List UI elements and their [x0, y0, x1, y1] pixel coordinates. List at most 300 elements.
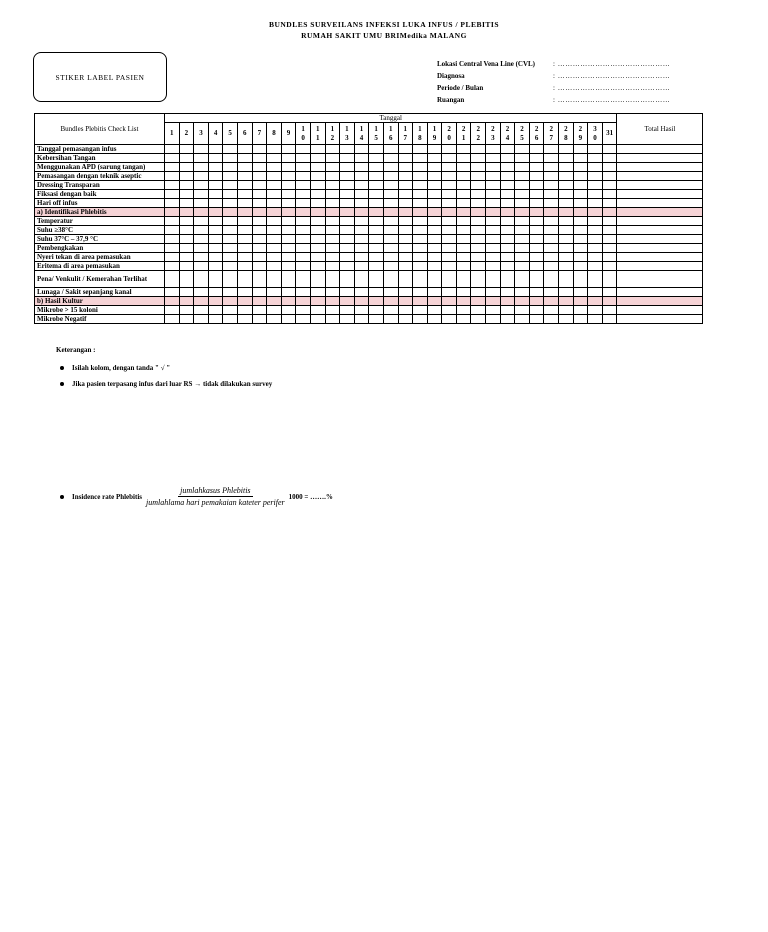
- check-cell[interactable]: [354, 226, 369, 235]
- check-cell[interactable]: [296, 306, 311, 315]
- check-cell[interactable]: [413, 163, 428, 172]
- check-cell[interactable]: [602, 163, 617, 172]
- check-cell[interactable]: [471, 306, 486, 315]
- check-cell[interactable]: [354, 262, 369, 271]
- check-cell[interactable]: [398, 226, 413, 235]
- check-cell[interactable]: [179, 288, 194, 297]
- check-cell[interactable]: [165, 235, 180, 244]
- check-cell[interactable]: [383, 172, 398, 181]
- check-cell[interactable]: [486, 208, 501, 217]
- check-cell[interactable]: [398, 190, 413, 199]
- check-cell[interactable]: [427, 199, 442, 208]
- check-cell[interactable]: [486, 154, 501, 163]
- check-cell[interactable]: [398, 154, 413, 163]
- check-cell[interactable]: [515, 172, 530, 181]
- check-cell[interactable]: [471, 172, 486, 181]
- check-cell[interactable]: [267, 190, 282, 199]
- check-cell[interactable]: [223, 306, 238, 315]
- check-cell[interactable]: [515, 217, 530, 226]
- check-cell[interactable]: [398, 163, 413, 172]
- check-cell[interactable]: [427, 172, 442, 181]
- check-cell[interactable]: [325, 306, 340, 315]
- check-cell[interactable]: [529, 235, 544, 244]
- check-cell[interactable]: [529, 297, 544, 306]
- check-cell[interactable]: [515, 208, 530, 217]
- check-cell[interactable]: [296, 208, 311, 217]
- info-value[interactable]: : ………………………………………: [553, 84, 671, 92]
- check-cell[interactable]: [223, 244, 238, 253]
- check-cell[interactable]: [486, 172, 501, 181]
- check-cell[interactable]: [208, 226, 223, 235]
- check-cell[interactable]: [310, 199, 325, 208]
- check-cell[interactable]: [165, 199, 180, 208]
- check-cell[interactable]: [179, 297, 194, 306]
- check-cell[interactable]: [544, 181, 559, 190]
- check-cell[interactable]: [310, 208, 325, 217]
- check-cell[interactable]: [296, 172, 311, 181]
- check-cell[interactable]: [515, 235, 530, 244]
- check-cell[interactable]: [194, 208, 209, 217]
- check-cell[interactable]: [456, 181, 471, 190]
- check-cell[interactable]: [413, 190, 428, 199]
- check-cell[interactable]: [529, 208, 544, 217]
- check-cell[interactable]: [413, 306, 428, 315]
- check-cell[interactable]: [383, 181, 398, 190]
- check-cell[interactable]: [515, 271, 530, 288]
- check-cell[interactable]: [267, 297, 282, 306]
- check-cell[interactable]: [281, 172, 296, 181]
- check-cell[interactable]: [559, 235, 574, 244]
- check-cell[interactable]: [179, 235, 194, 244]
- check-cell[interactable]: [165, 297, 180, 306]
- check-cell[interactable]: [310, 181, 325, 190]
- check-cell[interactable]: [340, 217, 355, 226]
- check-cell[interactable]: [223, 208, 238, 217]
- check-cell[interactable]: [559, 271, 574, 288]
- check-cell[interactable]: [325, 297, 340, 306]
- check-cell[interactable]: [486, 271, 501, 288]
- check-cell[interactable]: [500, 172, 515, 181]
- check-cell[interactable]: [515, 262, 530, 271]
- check-cell[interactable]: [267, 262, 282, 271]
- check-cell[interactable]: [383, 208, 398, 217]
- check-cell[interactable]: [573, 297, 588, 306]
- check-cell[interactable]: [281, 306, 296, 315]
- check-cell[interactable]: [194, 262, 209, 271]
- total-cell[interactable]: [617, 208, 703, 217]
- check-cell[interactable]: [165, 306, 180, 315]
- check-cell[interactable]: [529, 315, 544, 324]
- total-cell[interactable]: [617, 315, 703, 324]
- check-cell[interactable]: [442, 199, 457, 208]
- check-cell[interactable]: [413, 244, 428, 253]
- check-cell[interactable]: [179, 226, 194, 235]
- check-cell[interactable]: [340, 163, 355, 172]
- check-cell[interactable]: [383, 235, 398, 244]
- check-cell[interactable]: [413, 262, 428, 271]
- check-cell[interactable]: [544, 163, 559, 172]
- check-cell[interactable]: [165, 244, 180, 253]
- total-cell[interactable]: [617, 190, 703, 199]
- check-cell[interactable]: [500, 163, 515, 172]
- check-cell[interactable]: [486, 288, 501, 297]
- check-cell[interactable]: [529, 262, 544, 271]
- check-cell[interactable]: [398, 217, 413, 226]
- check-cell[interactable]: [559, 163, 574, 172]
- check-cell[interactable]: [559, 262, 574, 271]
- check-cell[interactable]: [208, 163, 223, 172]
- total-cell[interactable]: [617, 145, 703, 154]
- check-cell[interactable]: [602, 199, 617, 208]
- check-cell[interactable]: [208, 154, 223, 163]
- check-cell[interactable]: [194, 190, 209, 199]
- check-cell[interactable]: [208, 181, 223, 190]
- check-cell[interactable]: [252, 253, 267, 262]
- check-cell[interactable]: [588, 244, 603, 253]
- check-cell[interactable]: [325, 271, 340, 288]
- check-cell[interactable]: [208, 199, 223, 208]
- check-cell[interactable]: [369, 271, 384, 288]
- check-cell[interactable]: [398, 315, 413, 324]
- check-cell[interactable]: [588, 253, 603, 262]
- check-cell[interactable]: [237, 199, 252, 208]
- check-cell[interactable]: [588, 235, 603, 244]
- check-cell[interactable]: [398, 181, 413, 190]
- check-cell[interactable]: [354, 181, 369, 190]
- check-cell[interactable]: [194, 163, 209, 172]
- check-cell[interactable]: [354, 199, 369, 208]
- check-cell[interactable]: [456, 288, 471, 297]
- check-cell[interactable]: [573, 315, 588, 324]
- check-cell[interactable]: [223, 181, 238, 190]
- check-cell[interactable]: [456, 163, 471, 172]
- check-cell[interactable]: [427, 306, 442, 315]
- total-cell[interactable]: [617, 288, 703, 297]
- check-cell[interactable]: [237, 226, 252, 235]
- check-cell[interactable]: [267, 226, 282, 235]
- check-cell[interactable]: [573, 154, 588, 163]
- check-cell[interactable]: [602, 154, 617, 163]
- check-cell[interactable]: [281, 199, 296, 208]
- check-cell[interactable]: [354, 271, 369, 288]
- check-cell[interactable]: [208, 297, 223, 306]
- check-cell[interactable]: [588, 288, 603, 297]
- check-cell[interactable]: [398, 199, 413, 208]
- check-cell[interactable]: [354, 217, 369, 226]
- check-cell[interactable]: [544, 262, 559, 271]
- check-cell[interactable]: [296, 199, 311, 208]
- check-cell[interactable]: [252, 154, 267, 163]
- check-cell[interactable]: [208, 235, 223, 244]
- check-cell[interactable]: [456, 172, 471, 181]
- check-cell[interactable]: [194, 172, 209, 181]
- check-cell[interactable]: [573, 190, 588, 199]
- check-cell[interactable]: [529, 154, 544, 163]
- check-cell[interactable]: [383, 244, 398, 253]
- check-cell[interactable]: [602, 226, 617, 235]
- info-value[interactable]: : ………………………………………: [553, 60, 671, 68]
- check-cell[interactable]: [281, 253, 296, 262]
- check-cell[interactable]: [427, 154, 442, 163]
- check-cell[interactable]: [529, 306, 544, 315]
- check-cell[interactable]: [179, 217, 194, 226]
- check-cell[interactable]: [281, 163, 296, 172]
- check-cell[interactable]: [573, 244, 588, 253]
- check-cell[interactable]: [208, 288, 223, 297]
- check-cell[interactable]: [325, 262, 340, 271]
- check-cell[interactable]: [194, 306, 209, 315]
- check-cell[interactable]: [573, 253, 588, 262]
- check-cell[interactable]: [486, 235, 501, 244]
- check-cell[interactable]: [252, 145, 267, 154]
- check-cell[interactable]: [325, 199, 340, 208]
- check-cell[interactable]: [413, 145, 428, 154]
- check-cell[interactable]: [427, 181, 442, 190]
- check-cell[interactable]: [252, 217, 267, 226]
- check-cell[interactable]: [442, 297, 457, 306]
- check-cell[interactable]: [544, 288, 559, 297]
- check-cell[interactable]: [500, 315, 515, 324]
- total-cell[interactable]: [617, 226, 703, 235]
- check-cell[interactable]: [413, 226, 428, 235]
- check-cell[interactable]: [325, 172, 340, 181]
- check-cell[interactable]: [208, 271, 223, 288]
- check-cell[interactable]: [252, 199, 267, 208]
- check-cell[interactable]: [208, 253, 223, 262]
- check-cell[interactable]: [456, 244, 471, 253]
- check-cell[interactable]: [296, 262, 311, 271]
- check-cell[interactable]: [296, 190, 311, 199]
- check-cell[interactable]: [559, 288, 574, 297]
- check-cell[interactable]: [413, 181, 428, 190]
- check-cell[interactable]: [544, 199, 559, 208]
- check-cell[interactable]: [500, 253, 515, 262]
- check-cell[interactable]: [281, 154, 296, 163]
- check-cell[interactable]: [281, 181, 296, 190]
- check-cell[interactable]: [486, 217, 501, 226]
- check-cell[interactable]: [267, 145, 282, 154]
- total-cell[interactable]: [617, 181, 703, 190]
- check-cell[interactable]: [471, 226, 486, 235]
- check-cell[interactable]: [281, 145, 296, 154]
- check-cell[interactable]: [281, 217, 296, 226]
- check-cell[interactable]: [471, 235, 486, 244]
- check-cell[interactable]: [559, 190, 574, 199]
- check-cell[interactable]: [413, 297, 428, 306]
- check-cell[interactable]: [456, 190, 471, 199]
- check-cell[interactable]: [500, 154, 515, 163]
- total-cell[interactable]: [617, 262, 703, 271]
- check-cell[interactable]: [515, 199, 530, 208]
- check-cell[interactable]: [602, 217, 617, 226]
- check-cell[interactable]: [544, 235, 559, 244]
- check-cell[interactable]: [194, 297, 209, 306]
- check-cell[interactable]: [427, 244, 442, 253]
- check-cell[interactable]: [165, 208, 180, 217]
- check-cell[interactable]: [398, 253, 413, 262]
- check-cell[interactable]: [281, 235, 296, 244]
- check-cell[interactable]: [486, 163, 501, 172]
- check-cell[interactable]: [223, 288, 238, 297]
- check-cell[interactable]: [325, 288, 340, 297]
- check-cell[interactable]: [500, 235, 515, 244]
- check-cell[interactable]: [573, 181, 588, 190]
- check-cell[interactable]: [267, 154, 282, 163]
- check-cell[interactable]: [179, 315, 194, 324]
- check-cell[interactable]: [471, 190, 486, 199]
- check-cell[interactable]: [252, 306, 267, 315]
- check-cell[interactable]: [237, 217, 252, 226]
- check-cell[interactable]: [340, 145, 355, 154]
- check-cell[interactable]: [325, 181, 340, 190]
- check-cell[interactable]: [369, 288, 384, 297]
- check-cell[interactable]: [456, 297, 471, 306]
- check-cell[interactable]: [354, 315, 369, 324]
- check-cell[interactable]: [588, 297, 603, 306]
- check-cell[interactable]: [398, 172, 413, 181]
- check-cell[interactable]: [486, 262, 501, 271]
- check-cell[interactable]: [471, 288, 486, 297]
- check-cell[interactable]: [500, 271, 515, 288]
- check-cell[interactable]: [413, 199, 428, 208]
- check-cell[interactable]: [325, 163, 340, 172]
- check-cell[interactable]: [281, 288, 296, 297]
- check-cell[interactable]: [559, 297, 574, 306]
- check-cell[interactable]: [354, 208, 369, 217]
- check-cell[interactable]: [442, 271, 457, 288]
- check-cell[interactable]: [223, 253, 238, 262]
- check-cell[interactable]: [310, 154, 325, 163]
- check-cell[interactable]: [559, 226, 574, 235]
- check-cell[interactable]: [573, 271, 588, 288]
- check-cell[interactable]: [602, 172, 617, 181]
- check-cell[interactable]: [427, 190, 442, 199]
- check-cell[interactable]: [296, 244, 311, 253]
- check-cell[interactable]: [544, 145, 559, 154]
- check-cell[interactable]: [442, 163, 457, 172]
- check-cell[interactable]: [500, 244, 515, 253]
- check-cell[interactable]: [456, 235, 471, 244]
- check-cell[interactable]: [529, 271, 544, 288]
- check-cell[interactable]: [252, 208, 267, 217]
- check-cell[interactable]: [208, 315, 223, 324]
- check-cell[interactable]: [369, 253, 384, 262]
- check-cell[interactable]: [515, 154, 530, 163]
- check-cell[interactable]: [515, 145, 530, 154]
- check-cell[interactable]: [179, 253, 194, 262]
- check-cell[interactable]: [471, 154, 486, 163]
- check-cell[interactable]: [340, 235, 355, 244]
- check-cell[interactable]: [223, 217, 238, 226]
- check-cell[interactable]: [544, 306, 559, 315]
- check-cell[interactable]: [296, 217, 311, 226]
- check-cell[interactable]: [427, 208, 442, 217]
- check-cell[interactable]: [354, 253, 369, 262]
- check-cell[interactable]: [383, 306, 398, 315]
- check-cell[interactable]: [165, 262, 180, 271]
- check-cell[interactable]: [515, 297, 530, 306]
- check-cell[interactable]: [179, 163, 194, 172]
- check-cell[interactable]: [573, 208, 588, 217]
- check-cell[interactable]: [500, 288, 515, 297]
- check-cell[interactable]: [559, 208, 574, 217]
- check-cell[interactable]: [179, 199, 194, 208]
- check-cell[interactable]: [223, 226, 238, 235]
- check-cell[interactable]: [296, 145, 311, 154]
- check-cell[interactable]: [471, 208, 486, 217]
- check-cell[interactable]: [194, 253, 209, 262]
- check-cell[interactable]: [208, 190, 223, 199]
- check-cell[interactable]: [529, 199, 544, 208]
- check-cell[interactable]: [208, 306, 223, 315]
- check-cell[interactable]: [544, 217, 559, 226]
- check-cell[interactable]: [296, 154, 311, 163]
- check-cell[interactable]: [398, 235, 413, 244]
- check-cell[interactable]: [369, 306, 384, 315]
- check-cell[interactable]: [165, 145, 180, 154]
- check-cell[interactable]: [559, 217, 574, 226]
- check-cell[interactable]: [500, 297, 515, 306]
- check-cell[interactable]: [427, 315, 442, 324]
- check-cell[interactable]: [310, 297, 325, 306]
- check-cell[interactable]: [325, 235, 340, 244]
- check-cell[interactable]: [369, 244, 384, 253]
- total-cell[interactable]: [617, 154, 703, 163]
- check-cell[interactable]: [281, 262, 296, 271]
- check-cell[interactable]: [252, 235, 267, 244]
- total-cell[interactable]: [617, 199, 703, 208]
- check-cell[interactable]: [602, 315, 617, 324]
- check-cell[interactable]: [281, 297, 296, 306]
- check-cell[interactable]: [223, 271, 238, 288]
- check-cell[interactable]: [325, 208, 340, 217]
- check-cell[interactable]: [515, 163, 530, 172]
- check-cell[interactable]: [588, 271, 603, 288]
- check-cell[interactable]: [179, 262, 194, 271]
- check-cell[interactable]: [369, 163, 384, 172]
- check-cell[interactable]: [515, 306, 530, 315]
- check-cell[interactable]: [442, 217, 457, 226]
- check-cell[interactable]: [602, 244, 617, 253]
- check-cell[interactable]: [588, 262, 603, 271]
- check-cell[interactable]: [296, 288, 311, 297]
- check-cell[interactable]: [573, 235, 588, 244]
- check-cell[interactable]: [237, 172, 252, 181]
- check-cell[interactable]: [427, 297, 442, 306]
- check-cell[interactable]: [310, 217, 325, 226]
- check-cell[interactable]: [223, 297, 238, 306]
- check-cell[interactable]: [194, 145, 209, 154]
- check-cell[interactable]: [179, 208, 194, 217]
- check-cell[interactable]: [500, 181, 515, 190]
- check-cell[interactable]: [296, 235, 311, 244]
- check-cell[interactable]: [237, 315, 252, 324]
- check-cell[interactable]: [296, 163, 311, 172]
- check-cell[interactable]: [486, 244, 501, 253]
- check-cell[interactable]: [194, 271, 209, 288]
- check-cell[interactable]: [252, 190, 267, 199]
- check-cell[interactable]: [471, 315, 486, 324]
- check-cell[interactable]: [165, 253, 180, 262]
- check-cell[interactable]: [325, 190, 340, 199]
- check-cell[interactable]: [398, 271, 413, 288]
- check-cell[interactable]: [369, 181, 384, 190]
- check-cell[interactable]: [602, 306, 617, 315]
- check-cell[interactable]: [165, 288, 180, 297]
- check-cell[interactable]: [456, 306, 471, 315]
- check-cell[interactable]: [296, 253, 311, 262]
- check-cell[interactable]: [194, 244, 209, 253]
